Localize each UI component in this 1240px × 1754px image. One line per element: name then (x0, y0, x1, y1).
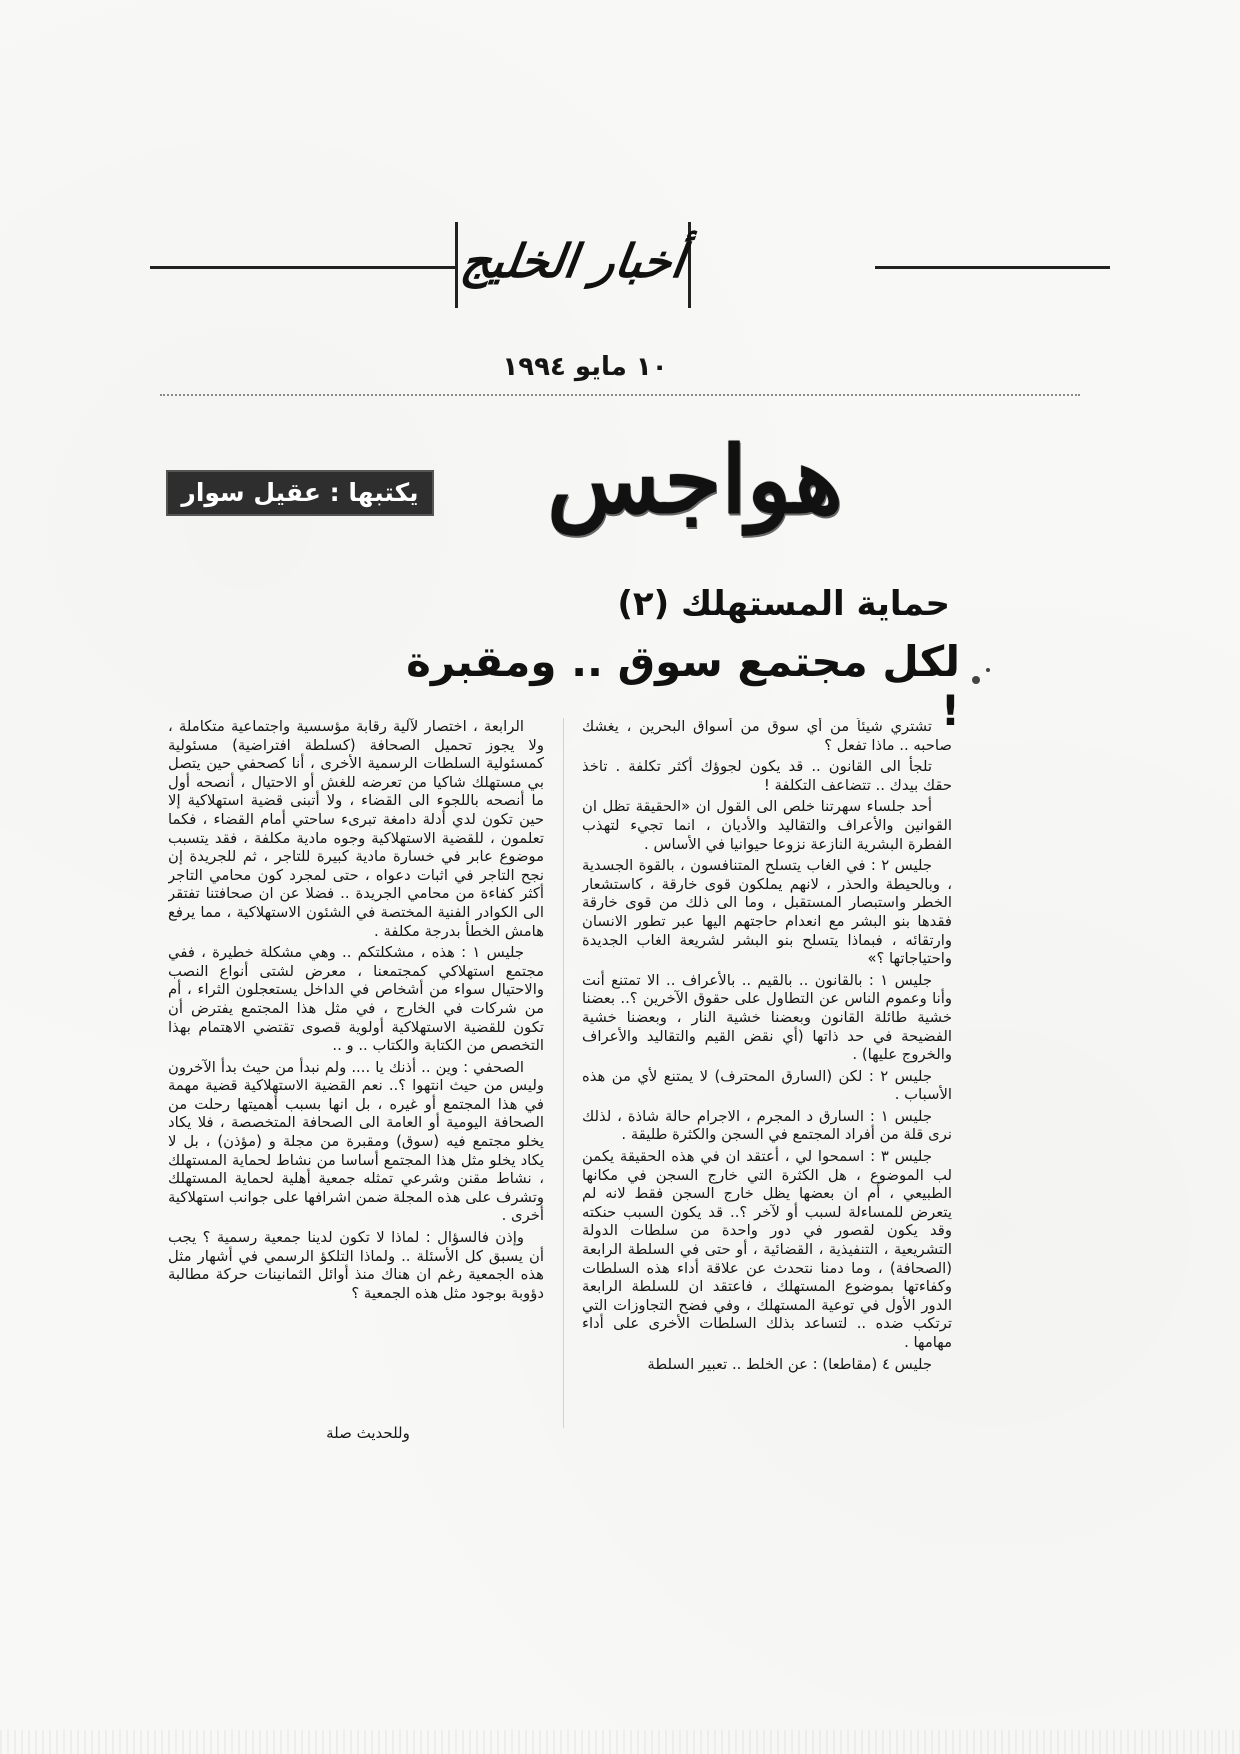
scan-speck (972, 676, 980, 684)
article-paragraph: جليس ١ : السارق د المجرم ، الاجرام حالة شاذة ، لذلك نرى قلة من أفراد المجتمع في السجن والكثرة طليقة . (582, 1107, 952, 1144)
masthead-logo-box (455, 222, 691, 308)
article-paragraph: وإذن فالسؤال : لماذا لا تكون لدينا جمعية رسمية ؟ يجب أن يسبق كل الأسئلة .. ولماذا التلكؤ الرسمي في أشهار مثل هذه الجمعية رغم ان هناك منذ أوائل الثمانينات حركة مطالبة دؤوبة بوجود مثل هذه الجمعية ؟ (168, 1229, 544, 1302)
masthead-rule-left (150, 266, 455, 269)
article-paragraph: جليس ٢ : في الغاب يتسلح المتنافسون ، بالقوة الجسدية ، وبالحيطة والحذر ، لانهم يملكون قوى خارقة ، كاستشعار الخطر واستبصار المستقبل ، وما الى ذلك من قوى خارقة فقدها بنو البشر مع انعدام حاجتهم اليها عبر تطور الانسان وارتقائه ، فبماذا يتسلح بنو البشر لشريعة الغاب الجديدة واحتياجاتها ؟» (582, 857, 952, 968)
article-kicker: حماية المستهلك (٢) (617, 584, 950, 624)
dotted-divider (160, 394, 1080, 396)
article-paragraph: جليس ١ : بالقانون .. بالقيم .. بالأعراف .. الا تمتنع أنت وأنا وعموم الناس عن التطاول على حقوق الآخرين ؟.. بعضنا خشية طائلة القانون وبعضنا خشية النار ، وبعضنا خشية الفضيحة في حد ذاتها (أي نقض القيم والتقاليد والأعراف والخروج عليها) . (582, 971, 952, 1064)
article-paragraph: تشتري شيئاً من أي سوق من أسواق البحرين ، يغشك صاحبه .. ماذا تفعل ؟ (582, 718, 952, 754)
article-paragraph: جليس ٤ (مقاطعا) : عن الخلط .. تعبير السلطة (647, 1355, 932, 1373)
article-paragraph: جليس ١ : هذه ، مشكلتكم .. وهي مشكلة خطيرة ، ففي مجتمع استهلاكي كمجتمعنا ، معرض لشتى أنواع النصب والاحتيال سواء من أشخاص في الداخل يستعجلون الثراء ، أم من شركات في الخارج ، في مثل هذا المجتمع يفترض أن تكون للقضية الاستهلاكية أولوية قصوى تقتضي الاهتمام بهذا التخصص من الكتابة والكتاب .. و .. (168, 944, 544, 1055)
article-column-left (168, 718, 544, 1358)
column-title: هواجس (547, 426, 843, 534)
scan-edge-noise (0, 1730, 1240, 1754)
article-column-right (582, 718, 952, 1438)
article-signoff: وللحديث صلة (326, 1424, 410, 1442)
article-paragraph: جليس ٢ : لكن (السارق المحترف) لا يمتنع لأي من هذه الأسباب . (582, 1067, 952, 1104)
article-paragraph: الصحفي : وين .. أذنك يا .... ولم نبدأ من حيث بدأ الآخرون وليس من حيث انتهوا ؟.. نعم القضية الاستهلاكية قضية مهمة في هذا المجتمع أو غيره ، بل انها بسبب أهميتها رحلت من الصحافة اليومية أو العامة الى الصحافة المتخصصة ، فلا يكاد يخلو مجتمع فيه (سوق) ومقبرة من مجلة و (مؤذن) ، بل لا يكاد يخلو مثل هذا المجتمع أساسا من نشاط لحماية المستهلك ، نشاط مقنن وشرعي تمثله جمعية أهلية لحماية المستهلك وتشرف على هذه المجلة ضمن اشرافها على جوانب استهلاكية أخرى . (168, 1058, 544, 1225)
newspaper-logo: أخبار الخليج (457, 234, 689, 288)
article-paragraph: الرابعة ، اختصار لآلية رقابة مؤسسية واجتماعية متكاملة ، ولا يجوز تحميل الصحافة (كسلطة افتراضية) مسئولية كمسئولية السلطات الرسمية الأخرى ، أنا كصحفي حين يتصل بي مستهلك شاكيا من تعرضه للغش أو الاحتيال ، أنصحه أول ما أنصحه باللجوء الى القضاء ، ولا أتبنى قضية استهلاكية إلا حين تكون لدي أدلة دامغة تبرىء ساحتي أمام القضاء ، فكما تعلمون ، للقضية الاستهلاكية وجوه مادية مكلفة ، فقد يتسبب موضوع عابر في خسارة مادية كبيرة للتاجر ، ثم للجريدة إن نجح التاجر في اثبات دعواه ، حتى لمجرد كون محامي التاجر أكثر كفاءة من محامي الجريدة .. فضلا عن ان صحافتنا تفتقر الى الكوادر الفنية المختصة في الشئون الاستهلاكية ، مما يرفع هامش الخطأ بدرجة مكلفة . (168, 718, 544, 940)
byline-badge: يكتبها : عقيل سوار (166, 470, 434, 516)
masthead (150, 222, 1110, 312)
article-paragraph: تلجأ الى القانون .. قد يكون لجوؤك أكثر تكلفة . تاخذ حقك بيدك .. تتضاعف التكلفة ! (582, 758, 952, 794)
column-divider (563, 718, 564, 1428)
article-paragraph: جليس ٣ : اسمحوا لي ، أعتقد ان في هذه الحقيقة يكمن لب الموضوع ، هل الكثرة التي خارج السجن في مكانها الطبيعي ، أم ان بعضها يظل خارج السجن فقط لانه لم يتعرض للمساءلة لسبب أو لآخر ؟.. قد يكون السبب حنكته وقد يكون لقصور في دور واحدة من سلطات الدولة التشريعية ، التنفيذية ، القضائية ، أو حتى في السلطة الرابعة (الصحافة) ، وما دمنا نتحدث عن علاقة أداء هذه السلطات وكفاءتها بموضوع المستهلك ، فاعتقد ان للسلطة الرابعة الدور الأول في توعية المستهلك ، وفي فضح التجاوزات التي ترتكب ضده .. لتساعد بذلك السلطات الأخرى على أداء مهامها . (582, 1148, 952, 1351)
article-paragraph: أحد جلساء سهرتنا خلص الى القول ان «الحقيقة تظل ان القوانين والأعراف والتقاليد والأديان ، انما تجيء لتهذب الفطرة البشرية النازعة نزوعا حيوانيا في الأساس . (582, 798, 952, 853)
article-headline: لكل مجتمع سوق .. ومقبرة ! (406, 637, 960, 735)
publication-date: ١٠ مايو ١٩٩٤ (502, 352, 668, 382)
masthead-rule-right (875, 266, 1110, 269)
scan-speck (986, 668, 990, 672)
